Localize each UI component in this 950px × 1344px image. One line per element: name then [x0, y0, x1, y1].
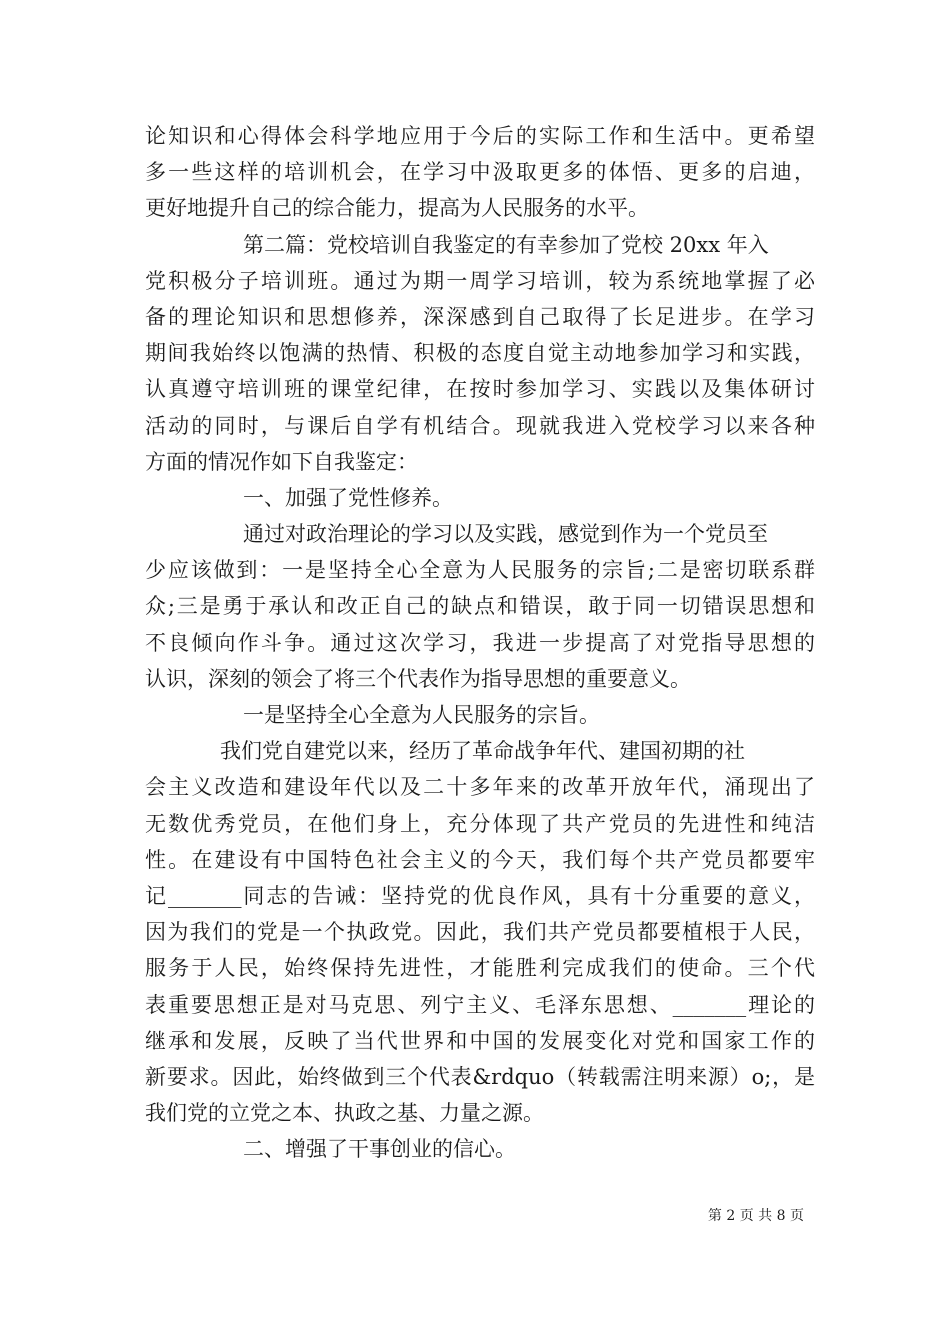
- body-text-line: 性。在建设有中国特色社会主义的今天，我们每个共产党员都要牢: [145, 847, 815, 872]
- body-text-line: 新要求。因此，始终做到三个代表&rdquo（转载需注明来源）o;，是: [145, 1064, 815, 1089]
- section-heading-line: 第二篇：党校培训自我鉴定的有幸参加了党校 20xx 年入: [243, 232, 769, 257]
- body-text-line: 无数优秀党员，在他们身上，充分体现了共产党员的先进性和纯洁: [145, 811, 815, 836]
- body-text-line: 我们党的立党之本、执政之基、力量之源。: [145, 1101, 544, 1126]
- body-text-line: 众;三是勇于承认和改正自己的缺点和错误，敢于同一切错误思想和: [145, 594, 815, 619]
- document-body: [145, 118, 815, 1167]
- subheading-line: 一是坚持全心全意为人民服务的宗旨。: [243, 703, 600, 727]
- body-text-line: 继承和发展，反映了当代世界和中国的发展变化对党和国家工作的: [145, 1028, 815, 1053]
- body-text-line: 我们党自建党以来，经历了革命战争年代、建国初期的社: [220, 739, 745, 764]
- body-text-line: 方面的情况作如下自我鉴定：: [145, 449, 418, 474]
- body-text-line: 会主义改造和建设年代以及二十多年来的改革开放年代，涌现出了: [145, 775, 815, 800]
- subheading-line: 一、加强了党性修养。: [243, 485, 453, 510]
- body-text-line: 认识，深刻的领会了将三个代表作为指导思想的重要意义。: [145, 666, 691, 691]
- body-text-line: 少应该做到：一是坚持全心全意为人民服务的宗旨;二是密切联系群: [145, 558, 815, 583]
- body-text-line: 多一些这样的培训机会，在学习中汲取更多的体悟、更多的启迪，: [145, 160, 815, 185]
- body-text-line: 记_______同志的告诫：坚持党的优良作风，具有十分重要的意义，: [145, 883, 815, 908]
- body-text-line: 认真遵守培训班的课堂纪律，在按时参加学习、实践以及集体研讨: [145, 377, 815, 402]
- body-text-line: 备的理论知识和思想修养，深深感到自己取得了长足进步。在学习: [145, 304, 815, 329]
- body-text-line: 通过对政治理论的学习以及实践，感觉到作为一个党员至: [243, 522, 768, 547]
- body-text-line: 活动的同时，与课后自学有机结合。现就我进入党校学习以来各种: [145, 413, 815, 438]
- body-text-line: 期间我始终以饱满的热情、积极的态度自觉主动地参加学习和实践，: [145, 341, 815, 366]
- body-text-line: 更好地提升自己的综合能力，提高为人民服务的水平。: [145, 196, 649, 221]
- body-text-line: 论知识和心得体会科学地应用于今后的实际工作和生活中。更希望: [145, 124, 815, 148]
- body-text-line: 表重要思想正是对马克思、列宁主义、毛泽东思想、_______理论的: [145, 992, 815, 1017]
- body-text-line: 服务于人民，始终保持先进性，才能胜利完成我们的使命。三个代: [145, 956, 815, 981]
- subheading-line: 二、增强了干事创业的信心。: [243, 1137, 516, 1162]
- body-text-line: 因为我们的党是一个执政党。因此，我们共产党员都要植根于人民，: [145, 920, 815, 945]
- body-text-line: 不良倾向作斗争。通过这次学习，我进一步提高了对党指导思想的: [145, 630, 815, 655]
- page-number-footer: 第 2 页 共 8 页: [707, 1208, 804, 1224]
- body-text-line: 党积极分子培训班。通过为期一周学习培训，较为系统地掌握了必: [145, 268, 815, 293]
